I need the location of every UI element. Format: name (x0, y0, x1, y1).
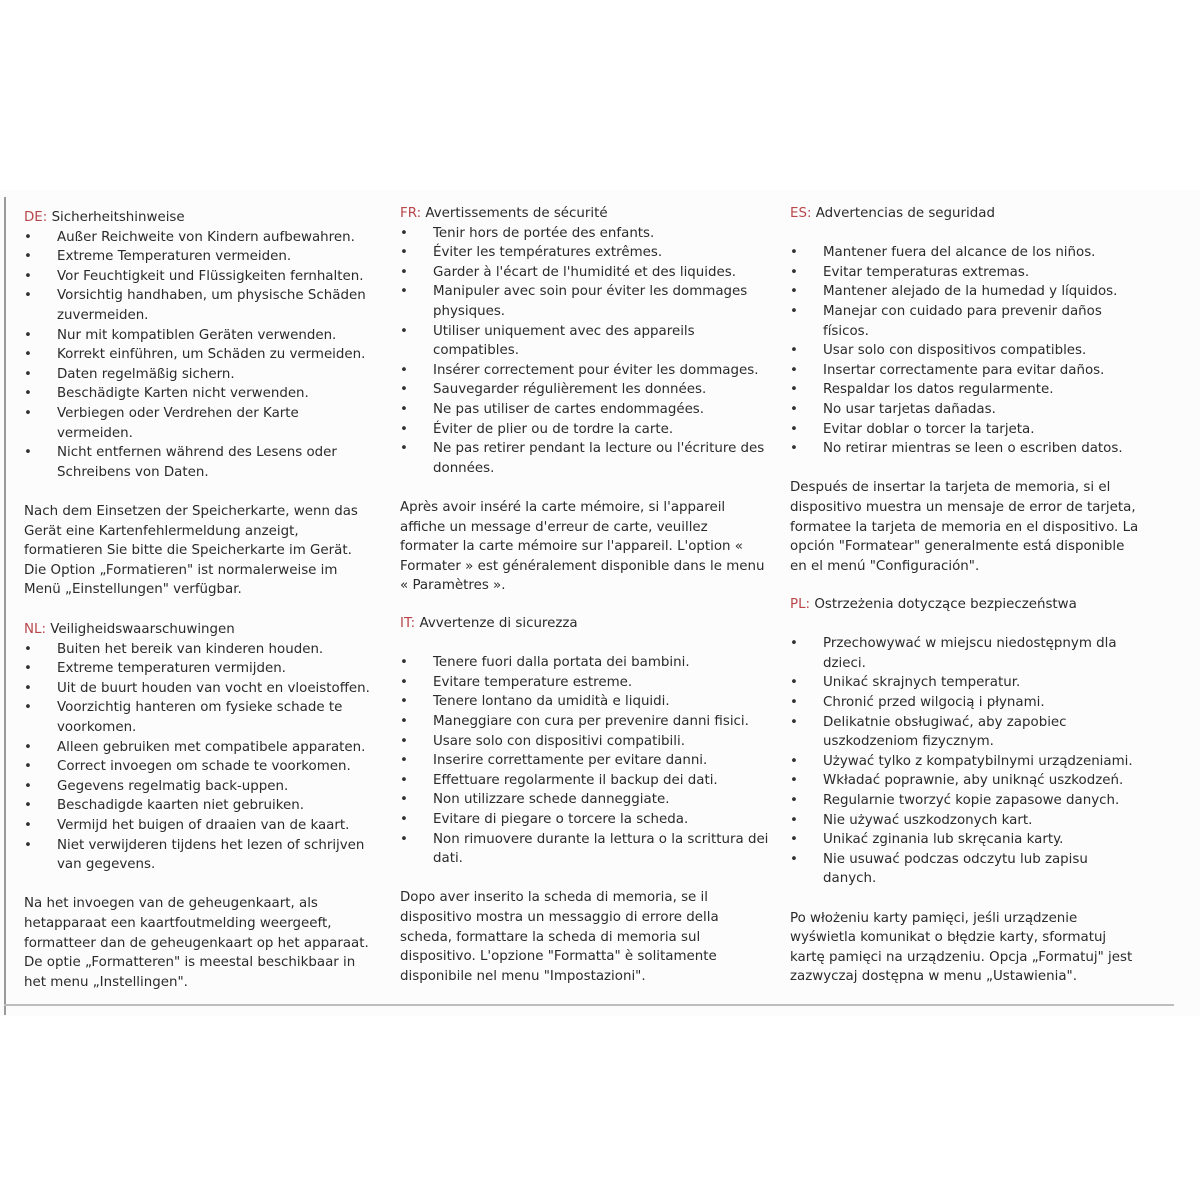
list-item: • Éviter de plier ou de tordre la carte. (400, 420, 770, 440)
list-item: • Non rimuovere durante la lettura o la scrittura dei dati. (400, 830, 770, 869)
lang-code-it: IT: (400, 616, 416, 631)
list-item: • Gegevens regelmatig back-uppen. (24, 777, 374, 797)
list-item: • Uit de buurt houden van vocht en vloeistoffen. (24, 679, 374, 699)
list-item: • Éviter les températures extrêmes. (400, 243, 770, 263)
list-item: • Extreme temperaturen vermijden. (24, 659, 374, 679)
heading-pl-title: Ostrzeżenia dotyczące bezpieczeństwa (814, 597, 1077, 612)
list-item: • Evitare temperature estreme. (400, 673, 770, 693)
list-item: • Przechowywać w miejscu niedostępnym dla dzieci. (790, 634, 1145, 673)
list-item: • Manipuler avec soin pour éviter les dommages physiques. (400, 282, 770, 321)
list-item: • Außer Reichweite von Kindern aufbewahren. (24, 228, 374, 248)
list-item: • Delikatnie obsługiwać, aby zapobiec uszkodzeniom fizycznym. (790, 713, 1145, 752)
list-item: • Unikać zginania lub skręcania karty. (790, 830, 1145, 850)
lang-code-es: ES: (790, 206, 812, 221)
safety-list-pl (790, 634, 1145, 889)
note-es: Después de insertar la tarjeta de memoria, si el dispositivo muestra un mensaje de error de tarjeta, formatee la tarjeta de memoria en el dispositivo. La opción "Formatear" generalmente está disponible en el menú "Configuración". (790, 480, 1139, 574)
safety-list-nl (24, 640, 374, 875)
sheet-bottom-edge (4, 1004, 1174, 1006)
list-item: • Insertar correctamente para evitar daños. (790, 361, 1145, 381)
safety-list-de (24, 228, 374, 483)
lang-code-nl: NL: (24, 622, 46, 637)
list-item: • Tenir hors de portée des enfants. (400, 224, 770, 244)
sheet-left-edge (4, 197, 6, 1015)
list-item: • Maneggiare con cura per prevenire danni fisici. (400, 712, 770, 732)
heading-fr-title: Avertissements de sécurité (425, 206, 608, 221)
list-item: • Beschadigde kaarten niet gebruiken. (24, 796, 374, 816)
list-item: • Vorsichtig handhaben, um physische Schäden zuvermeiden. (24, 286, 374, 325)
list-item: • Vor Feuchtigkeit und Flüssigkeiten fernhalten. (24, 267, 374, 287)
list-item: • Sauvegarder régulièrement les données. (400, 380, 770, 400)
list-item: • Tenere lontano da umidità e liquidi. (400, 692, 770, 712)
list-item: • Manejar con cuidado para prevenir daños físicos. (790, 302, 1145, 341)
list-item: • Ne pas retirer pendant la lecture ou l'écriture des données. (400, 439, 770, 478)
list-item: • Tenere fuori dalla portata dei bambini. (400, 653, 770, 673)
list-item: • Beschädigte Karten nicht verwenden. (24, 384, 374, 404)
list-item: • Usar solo con dispositivos compatibles. (790, 341, 1145, 361)
list-item: • Inserire correttamente per evitare danni. (400, 751, 770, 771)
list-item: • Buiten het bereik van kinderen houden. (24, 640, 374, 660)
lang-code-de: DE: (24, 210, 48, 225)
lang-code-pl: PL: (790, 597, 811, 612)
heading-es-title: Advertencias de seguridad (815, 206, 995, 221)
list-item: • Mantener alejado de la humedad y líquidos. (790, 282, 1145, 302)
list-item: • Usare solo con dispositivi compatibili. (400, 732, 770, 752)
list-item: • Non utilizzare schede danneggiate. (400, 790, 770, 810)
list-item: • Niet verwijderen tijdens het lezen of schrijven van gegevens. (24, 836, 374, 875)
list-item: • Evitare di piegare o torcere la scheda. (400, 810, 770, 830)
list-item: • Nie usuwać podczas odczytu lub zapisu danych. (790, 850, 1145, 889)
heading-it-title: Avvertenze di sicurezza (419, 616, 578, 631)
list-item: • Utiliser uniquement avec des appareils compatibles. (400, 322, 770, 361)
list-item: • Voorzichtig hanteren om fysieke schade te voorkomen. (24, 698, 374, 737)
list-item: • Korrekt einführen, um Schäden zu vermeiden. (24, 345, 374, 365)
list-item: • Respaldar los datos regularmente. (790, 380, 1145, 400)
heading-es (790, 204, 1145, 224)
section-nl (24, 620, 374, 992)
note-nl: Na het invoegen van de geheugenkaart, als hetapparaat een kaartfoutmelding weergeeft, formatteer dan de geheugenkaart op het apparaat. De optie „Formatteren" is meestal beschikbaar in het menu „Instellingen". (24, 896, 369, 990)
note-de: Nach dem Einsetzen der Speicherkarte, wenn das Gerät eine Kartenfehlermeldung anzeigt, formatieren Sie bitte die Speicherkarte im Gerät. Die Option „Formatieren" ist normalerweise im Menü „Einstellungen" verfügbar. (24, 503, 358, 598)
note-fr: Après avoir inséré la carte mémoire, si l'appareil affiche un message d'erreur de carte, veuillez formater la carte mémoire sur l'appareil. L'option « Formater » est généralement disponible dans le menu « Paramètres ». (400, 499, 765, 594)
list-item: • Effettuare regolarmente il backup dei dati. (400, 771, 770, 791)
list-item: • Ne pas utiliser de cartes endommagées. (400, 400, 770, 420)
list-item: • Nur mit kompatiblen Geräten verwenden. (24, 326, 374, 346)
list-item: • Chronić przed wilgocią i płynami. (790, 693, 1145, 713)
list-item: • Evitar temperaturas extremas. (790, 263, 1145, 283)
heading-de (24, 208, 374, 228)
list-item: • Evitar doblar o torcer la tarjeta. (790, 420, 1145, 440)
section-de (24, 208, 374, 600)
safety-list-es (790, 243, 1145, 459)
list-item: • Nie używać uszkodzonych kart. (790, 811, 1145, 831)
list-item: • Verbiegen oder Verdrehen der Karte vermeiden. (24, 404, 374, 443)
list-item: • Alleen gebruiken met compatibele apparaten. (24, 738, 374, 758)
list-item: • No usar tarjetas dañadas. (790, 400, 1145, 420)
heading-fr (400, 204, 770, 224)
note-it: Dopo aver inserito la scheda di memoria, se il dispositivo mostra un messaggio di errore della scheda, formattare la scheda di memoria sul dispositivo. L'opzione "Formatta" è solitamente disponibile nel menu "Impostazioni". (400, 890, 719, 984)
list-item: • Używać tylko z kompatybilnymi urządzeniami. (790, 752, 1145, 772)
heading-pl (790, 595, 1145, 615)
section-pl (790, 595, 1145, 987)
section-es (790, 204, 1145, 576)
section-it (400, 614, 770, 986)
note-pl: Po włożeniu karty pamięci, jeśli urządzenie wyświetla komunikat o błędzie karty, sformatuj kartę pamięci na urządzeniu. Opcja „Formatuj" jest zazwyczaj dostępna w menu „Ustawienia". (790, 910, 1133, 985)
section-fr (400, 204, 770, 596)
list-item: • Garder à l'écart de l'humidité et des liquides. (400, 263, 770, 283)
list-item: • No retirar mientras se leen o escriben datos. (790, 439, 1145, 459)
safety-list-it (400, 653, 770, 869)
list-item: • Vermijd het buigen of draaien van de kaart. (24, 816, 374, 836)
list-item: • Insérer correctement pour éviter les dommages. (400, 361, 770, 381)
list-item: • Wkładać poprawnie, aby uniknąć uszkodzeń. (790, 771, 1145, 791)
list-item: • Extreme Temperaturen vermeiden. (24, 247, 374, 267)
lang-code-fr: FR: (400, 206, 422, 221)
heading-nl-title: Veiligheidswaarschuwingen (50, 622, 235, 637)
heading-nl (24, 620, 374, 640)
list-item: • Nicht entfernen während des Lesens oder Schreibens von Daten. (24, 443, 374, 482)
list-item: • Daten regelmäßig sichern. (24, 365, 374, 385)
list-item: • Correct invoegen om schade te voorkomen. (24, 757, 374, 777)
safety-list-fr (400, 224, 770, 479)
list-item: • Regularnie tworzyć kopie zapasowe danych. (790, 791, 1145, 811)
heading-it (400, 614, 770, 634)
list-item: • Mantener fuera del alcance de los niños. (790, 243, 1145, 263)
heading-de-title: Sicherheitshinweise (51, 210, 185, 225)
list-item: • Unikać skrajnych temperatur. (790, 673, 1145, 693)
